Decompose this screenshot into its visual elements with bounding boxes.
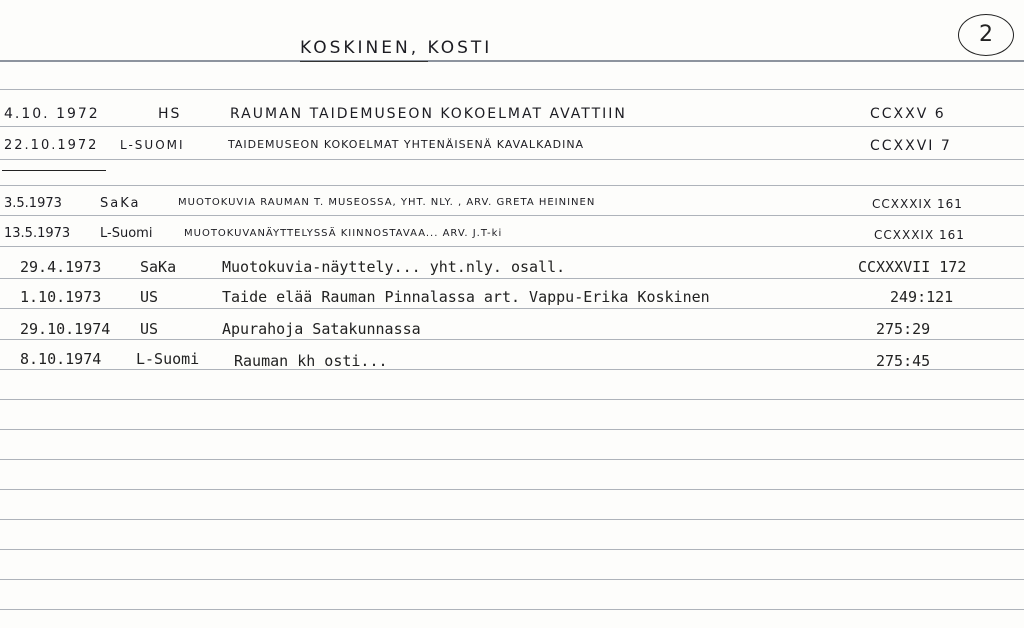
ruled-line [0,519,1024,520]
entry-date: 4.10. 1972 [4,106,100,122]
typed-entry-source: L-Suomi [136,350,200,368]
typed-entry-date: 8.10.1974 [20,350,102,368]
ruled-line [0,89,1024,90]
ruled-line [0,185,1024,186]
ruled-line [0,549,1024,550]
typed-entry-title: Rauman kh osti... [234,352,388,370]
ruled-line [0,159,1024,160]
typed-entry-ref: 249:121 [890,288,954,306]
typed-entry-date: 1.10.1973 [20,288,102,306]
heading-underline [300,61,428,62]
card-heading: KOSKINEN, KOSTI [300,38,493,58]
ruled-line [0,246,1024,247]
ruled-line [0,369,1024,370]
entry-source: HS [158,106,182,122]
ruled-line [0,339,1024,340]
ruled-line [0,126,1024,127]
entry-source: SaKa [100,196,141,211]
ruled-line [0,215,1024,216]
entry-title: RAUMAN TAIDEMUSEON KOKOELMAT AVATTIIN [230,106,627,122]
ruled-line [0,489,1024,490]
typed-entry-title: Apurahoja Satakunnassa [222,320,421,338]
entry-source: L-SUOMI [120,138,185,152]
typed-entry-source: US [140,288,159,306]
entry-ref: CCXXVI 7 [870,138,952,154]
entry-title: MUOTOKUVANÄYTTELYSSÄ KIINNOSTAVAA... ARV. J.T-ki [184,228,503,239]
entry-ref: CCXXXIX 161 [872,197,963,211]
typed-entry-date: 29.10.1974 [20,320,111,338]
typed-entry-ref: CCXXXVII 172 [858,258,967,276]
ruled-line [0,399,1024,400]
entry-date: 13.5.1973 [4,226,71,241]
typed-entry-source: SaKa [140,258,177,276]
entry-ref: CCXXXIX 161 [874,228,965,242]
section-divider [2,170,106,171]
typed-entry-date: 29.4.1973 [20,258,102,276]
ruled-line [0,278,1024,279]
header-rule [0,60,1024,62]
entry-source: L-Suomi [100,226,153,241]
entry-title: MUOTOKUVIA RAUMAN T. MUSEOSSA, YHT. NLY. , ARV. GRETA HEININEN [178,197,596,208]
ruled-line [0,609,1024,610]
typed-entry-title: Taide elää Rauman Pinnalassa art. Vappu-Erika Koskinen [222,288,710,306]
typed-entry-ref: 275:29 [876,320,931,338]
entry-title: TAIDEMUSEON KOKOELMAT YHTENÄISENÄ KAVALKADINA [228,138,585,151]
entry-date: 3.5.1973 [4,196,62,211]
entry-date: 22.10.1972 [4,138,99,153]
entry-ref: CCXXV 6 [870,106,946,122]
ruled-line [0,429,1024,430]
typed-entry-ref: 275:45 [876,352,931,370]
ruled-line [0,308,1024,309]
ruled-line [0,579,1024,580]
card-number: 2 [958,14,1014,56]
ruled-line [0,459,1024,460]
typed-entry-title: Muotokuvia-näyttely... yht.nly. osall. [222,258,566,276]
typed-entry-source: US [140,320,159,338]
